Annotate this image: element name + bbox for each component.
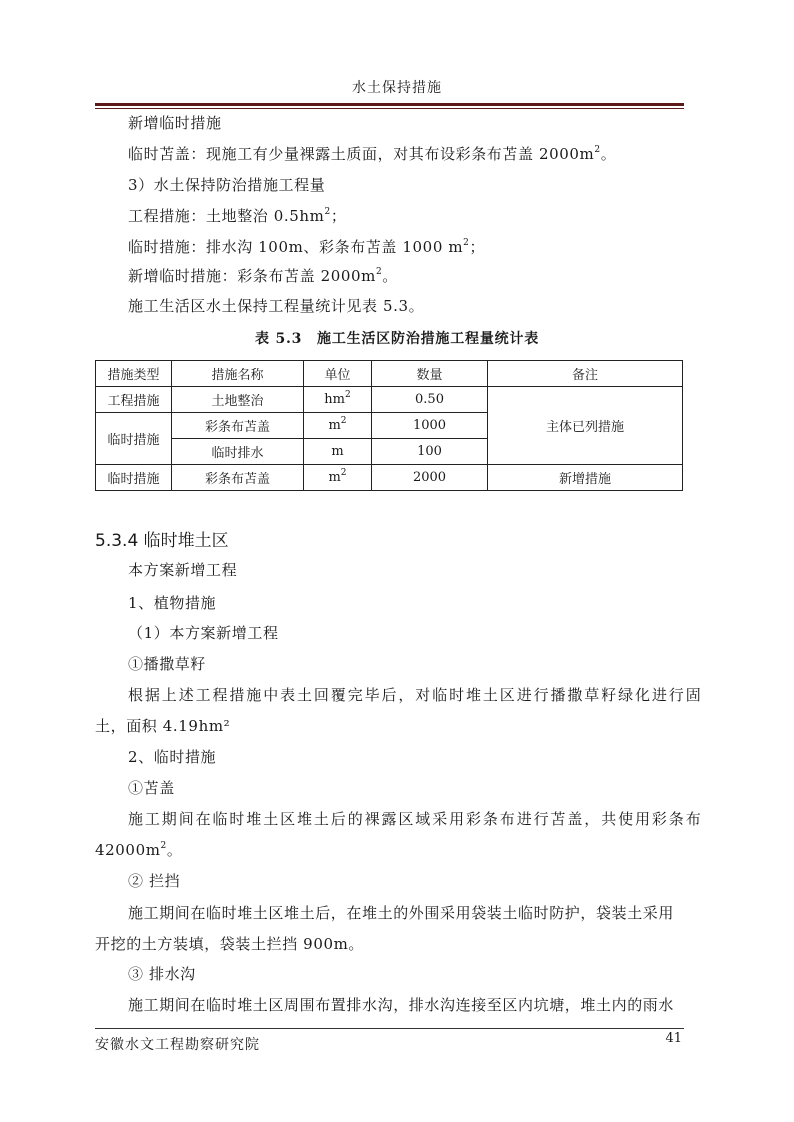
cell-qty: 1000 xyxy=(372,413,488,439)
paragraph-line: 新增临时措施 xyxy=(128,114,222,132)
page-number: 41 xyxy=(665,1031,682,1046)
cell-unit: $m^2$ xyxy=(304,413,372,439)
paragraph-line: 施工期间在临时堆土区周围布置排水沟，排水沟连接至区内坑塘，堆土内的雨水 xyxy=(128,996,675,1014)
statistics-table xyxy=(95,360,683,491)
cell-name: 彩条布苫盖 xyxy=(172,465,304,491)
paragraph-line: 1、植物措施 xyxy=(128,594,217,612)
cell-name: 土地整治 xyxy=(172,387,304,413)
paragraph-line: 施工期间在临时堆土区堆土后，在堆土的外围采用袋装土临时防护，袋装土采用 xyxy=(128,904,675,922)
column-header: 数量 xyxy=(372,361,488,387)
cell-type: 临时措施 xyxy=(96,465,172,491)
paragraph-line: 施工期间在临时堆土区堆土后的裸露区域采用彩条布进行苫盖，共使用彩条布 xyxy=(128,810,703,828)
table-row xyxy=(96,465,683,491)
cell-qty: 0.50 xyxy=(372,387,488,413)
footer-rule xyxy=(95,1028,684,1029)
cell-unit: m xyxy=(304,439,372,465)
table-row xyxy=(96,387,683,413)
paragraph-line: ①播撒草籽 xyxy=(128,655,207,673)
cell-qty: 2000 xyxy=(372,465,488,491)
table-caption: 表 5.3 施工生活区防治措施工程量统计表 xyxy=(254,331,540,347)
paragraph-line: 2、临时措施 xyxy=(128,748,217,766)
paragraph-line: 土，面积 4.19hm² xyxy=(95,717,231,735)
paragraph-line: 工程措施：土地整治 $0.5hm^2$； xyxy=(128,207,347,225)
paragraph-line: 3）水土保持防治措施工程量 xyxy=(128,176,326,194)
column-header: 单位 xyxy=(304,361,372,387)
cell-unit: $m^2$ xyxy=(304,465,372,491)
column-header: 备注 xyxy=(488,361,683,387)
paragraph-line: 临时措施：排水沟 100m、彩条布苫盖 1000 $m^2$； xyxy=(128,238,486,256)
paragraph-line: ② 拦挡 xyxy=(128,872,181,890)
cell-type: 临时措施 xyxy=(96,413,172,465)
cell-name: 彩条布苫盖 xyxy=(172,413,304,439)
table-header-row xyxy=(96,361,683,387)
cell-note-merged: 主体已列措施 xyxy=(488,387,683,465)
paragraph-line: 临时苫盖：现施工有少量裸露土质面，对其布设彩条布苫盖 $2000m^2$。 xyxy=(128,145,617,163)
paragraph-line: 开挖的土方装填，袋装土拦挡 900m。 xyxy=(95,935,365,953)
running-header: 水土保持措施 xyxy=(352,80,442,96)
paragraph-line: （1）本方案新增工程 xyxy=(128,624,279,642)
paragraph-line: ①苫盖 xyxy=(128,779,175,797)
cell-type: 工程措施 xyxy=(96,387,172,413)
column-header: 措施名称 xyxy=(172,361,304,387)
paragraph-line: 本方案新增工程 xyxy=(128,561,238,579)
cell-name: 临时排水 xyxy=(172,439,304,465)
cell-qty: 100 xyxy=(372,439,488,465)
paragraph-line: ③ 排水沟 xyxy=(128,965,196,983)
paragraph-line: $42000m^2$。 xyxy=(95,841,183,859)
paragraph-line: 施工生活区水土保持工程量统计见表 5.3。 xyxy=(128,297,425,315)
header-rule-thick xyxy=(95,103,684,106)
cell-note: 新增措施 xyxy=(488,465,683,491)
header-rule-thin xyxy=(95,108,684,109)
column-header: 措施类型 xyxy=(96,361,172,387)
paragraph-line: 根据上述工程措施中表土回覆完毕后，对临时堆土区进行播撒草籽绿化进行固 xyxy=(128,686,703,704)
paragraph-line: 新增临时措施：彩条布苫盖 $2000m^2$。 xyxy=(128,267,398,285)
section-heading: 5.3.4 临时堆土区 xyxy=(95,531,229,551)
cell-unit: $hm^2$ xyxy=(304,387,372,413)
footer-organization: 安徽水文工程勘察研究院 xyxy=(95,1037,260,1053)
